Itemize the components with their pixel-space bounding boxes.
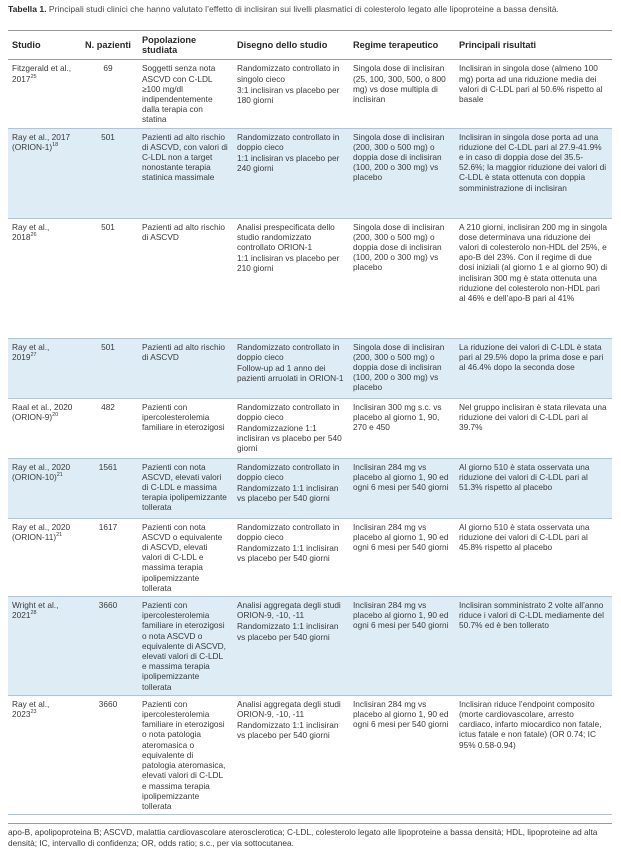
cell-risultati: Al giorno 510 è stata osservata una riduzione dei valori di C-LDL pari al 51.3% rispetto al placebo [455,458,612,518]
cell-disegno [233,338,349,398]
table-caption-label: Tabella 1. [8,4,47,14]
column-header-disegno: Disegno dello studio [233,31,349,60]
cell-risultati: Nel gruppo inclisiran è stata rilevata una riduzione dei valori di C-LDL pari al 39.7% [455,398,612,458]
cell-disegno [233,218,349,338]
column-header-popolazione: Popolazione studiata [138,31,233,60]
design-line: Analisi aggregata degli studi ORION-9, -10, -11 [237,600,341,621]
table-row [8,458,612,518]
cell-regime: Inclisiran 284 mg vs placebo al giorno 1, 90 ed ogni 6 mesi per 540 giorni [349,695,455,814]
design-line: Analisi aggregata degli studi ORION-9, -10, -11 [237,698,341,720]
reference-number: 18 [52,142,59,149]
cell-studio [8,218,78,338]
study-name: Ray et al., 2019 [12,341,50,362]
cell-popolazione: Pazienti ad alto rischio di ASCVD, con valori di C-LDL non a target nonostante terapia statinica massimale [138,128,233,218]
cell-studio [8,518,78,596]
design-line: 1:1 inclisiran vs placebo per 240 giorni [237,153,340,174]
cell-disegno [233,695,349,814]
cell-risultati: La riduzione dei valori di C-LDL è stata pari al 29.5% dopo la prima dose e pari al 46.4% dopo la seconda dose [455,338,612,398]
column-header-regime: Regime terapeutico [349,31,455,60]
table-row [8,597,612,696]
cell-n-pazienti: 3660 [78,695,138,814]
study-name: Ray et al., 2020 (ORION-10) [12,461,71,482]
cell-regime: Inclisiran 284 mg vs placebo al giorno 1, 90 ed ogni 6 mesi per 540 giorni [349,597,455,696]
cell-popolazione: Pazienti con nota ASCVD, elevati valori di C-LDL e massima terapia ipolipemizzante tollerata [138,458,233,518]
cell-n-pazienti: 501 [78,128,138,218]
study-name: Ray et al., 2020 (ORION-11) [12,521,71,542]
reference-number: 27 [30,352,37,359]
design-line: Randomizzato 1:1 inclisiran vs placebo per 540 giorni [237,483,339,504]
table-row [8,128,612,218]
table-row [8,338,612,398]
cell-risultati: Inclisiran somministrato 2 volte all’anno riduce i valori di C-LDL mediamente del 50.7% ed è ben tollerato [455,597,612,696]
design-line: Randomizzato controllato in doppio cieco [237,401,340,422]
table-row [8,60,612,128]
table-body [8,60,612,815]
cell-disegno [233,458,349,518]
design-line: Randomizzato 1:1 inclisiran vs placebo per 540 giorni [237,621,339,642]
cell-studio [8,458,78,518]
reference-number: 26 [30,232,37,239]
table-footnote: apo-B, apolipoproteina B; ASCVD, malattia cardiovascolare aterosclerotica; C-LDL, colesterolo legato alle lipoproteine a bassa densità; HDL, lipoproteine ad alta densità; IC, intervallo di confidenza; OR, odds ratio; s.c., per via sottocutanea. [8,823,612,848]
cell-disegno [233,398,349,458]
cell-n-pazienti: 501 [78,218,138,338]
reference-number: 20 [52,412,59,419]
design-line: 1:1 inclisiran vs placebo per 210 giorni [237,253,340,274]
clinical-studies-table [8,30,612,815]
column-header-risultati: Principali risultati [455,31,612,60]
cell-studio [8,60,78,128]
design-line: Randomizzato 1:1 inclisiran vs placebo per 540 giorni [237,543,339,564]
table-caption [8,4,612,15]
cell-popolazione: Pazienti con ipercolesterolemia familiare in eterozigosi o nota patologia ateromasica o equivalente di patologia ateromasica, elevati valori di C-LDL e massima terapia ipolipemizzante tollerata [138,695,233,814]
cell-n-pazienti: 1617 [78,518,138,596]
reference-number: 21 [56,532,63,539]
cell-disegno [233,518,349,596]
design-line: 3:1 inclisiran vs placebo per 180 giorni [237,84,340,106]
cell-popolazione: Pazienti con ipercolesterolemia familiare in eterozigosi o nota ASCVD o equivalente di ASCVD, elevati valori di C-LDL e massima terapia ipolipemizzante tollerata [138,597,233,696]
design-line: Analisi prespecificata dello studio randomizzato controllato ORION-1 [237,221,335,253]
design-line: Randomizzato controllato in doppio cieco [237,341,340,362]
cell-popolazione: Pazienti ad alto rischio di ASCVD [138,218,233,338]
cell-risultati: Al giorno 510 è stata osservata una riduzione dei valori di C-LDL pari al 45.8% rispetto al placebo [455,518,612,596]
cell-regime: Singola dose di inclisiran (200, 300 o 500 mg) o doppia dose di inclisiran (100, 200 o 300 mg) vs placebo [349,218,455,338]
cell-disegno [233,128,349,218]
cell-n-pazienti: 69 [78,60,138,128]
cell-regime: Inclisiran 284 mg vs placebo al giorno 1, 90 ed ogni 6 mesi per 540 giorni [349,458,455,518]
cell-regime: Singola dose di inclisiran (200, 300 o 500 mg) o doppia dose di inclisiran (100, 200 o 300 mg) vs placebo [349,128,455,218]
table-row [8,695,612,814]
cell-studio [8,398,78,458]
table-row [8,518,612,596]
cell-studio [8,128,78,218]
reference-number: 21 [56,472,63,479]
reference-number: 23 [30,709,37,716]
cell-popolazione: Soggetti senza nota ASCVD con C-LDL ≥100 mg/dl indipendentemente dalla terapia con statina [138,60,233,128]
table-row [8,398,612,458]
cell-regime: Inclisiran 300 mg s.c. vs placebo al giorno 1, 90, 270 e 450 [349,398,455,458]
cell-popolazione: Pazienti ad alto rischio di ASCVD [138,338,233,398]
study-name: Ray et al., 2018 [12,221,50,242]
table-row [8,218,612,338]
design-line: Randomizzato controllato in singolo cieco [237,63,340,84]
design-line: Randomizzato controllato in doppio cieco [237,461,340,482]
cell-disegno [233,60,349,128]
design-line: Randomizzazione 1:1 inclisiran vs placebo per 540 giorni [237,423,342,454]
design-line: Follow-up ad 1 anno dei pazienti arruolati in ORION-1 [237,363,344,384]
column-header-studio: Studio [8,31,78,60]
cell-studio [8,597,78,696]
design-line: Randomizzato controllato in doppio cieco [237,521,340,542]
column-header-n-pazienti: N. pazienti [78,31,138,60]
cell-regime: Singola dose di inclisiran (25, 100, 300, 500, o 800 mg) vs dose multipla di inclisiran [349,60,455,128]
reference-number: 28 [30,610,37,617]
cell-popolazione: Pazienti con ipercolesterolemia familiare in eterozigosi [138,398,233,458]
cell-risultati: A 210 giorni, inclisiran 200 mg in singola dose determinava una riduzione dei valori di colesterolo non-HDL del 25%, e apo-B del 23%. Con il regime di due dosi iniziali (al giorno 1 e al giorno 90) di inclisiran 300 mg è stata ottenuta una riduzione del colesterolo non-HDL pari al 46% e dell’apo-B pari al 41% [455,218,612,338]
study-name: Ray et al., 2023 [12,698,50,720]
cell-n-pazienti: 501 [78,338,138,398]
reference-number: 25 [30,73,37,80]
study-name: Fitzgerald et al., 2017 [12,63,72,84]
design-line: Randomizzato controllato in doppio cieco [237,131,340,152]
cell-n-pazienti: 1561 [78,458,138,518]
study-name: Raal et al., 2020 (ORION-9) [12,401,73,422]
cell-regime: Inclisiran 284 mg vs placebo al giorno 1, 90 ed ogni 6 mesi per 540 giorni [349,518,455,596]
cell-disegno [233,597,349,696]
table-caption-text: Principali studi clinici che hanno valutato l’effetto di inclisiran sui livelli plasmatici di colesterolo legato alle lipoproteine a bassa densità. [46,4,559,14]
cell-risultati: Inclisiran in singola dose (almeno 100 mg) porta ad una riduzione media dei valori di C-LDL pari al 50.6% rispetto al basale [455,60,612,128]
table-header-row [8,31,612,60]
study-name: Wright et al., 2021 [12,600,59,621]
cell-n-pazienti: 3660 [78,597,138,696]
study-name: Ray et al., 2017 (ORION-1) [12,131,71,152]
cell-studio [8,695,78,814]
cell-risultati: Inclisiran in singola dose porta ad una riduzione del C-LDL pari al 27.9-41.9% e in caso di doppia dose del 35.5-52.6%; la maggior riduzione dei valori di C-LDL è stata ottenuta con doppia somministrazione di inclisiran [455,128,612,218]
design-line: Randomizzato 1:1 inclisiran vs placebo per 540 giorni [237,720,339,741]
cell-regime: Singola dose di inclisiran (200, 300 o 500 mg) o doppia dose di inclisiran (100, 200 o 300 mg) vs placebo [349,338,455,398]
cell-popolazione: Pazienti con nota ASCVD o equivalente di ASCVD, elevati valori di C-LDL e massima terapia ipolipemizzante tollerata [138,518,233,596]
cell-studio [8,338,78,398]
cell-n-pazienti: 482 [78,398,138,458]
cell-risultati: Inclisiran riduce l’endpoint composito (morte cardiovascolare, arresto cardiaco, infarto miocardico non fatale, ictus fatale e non fatale) (OR 0.74; IC 95% 0.58-0.94) [455,695,612,814]
